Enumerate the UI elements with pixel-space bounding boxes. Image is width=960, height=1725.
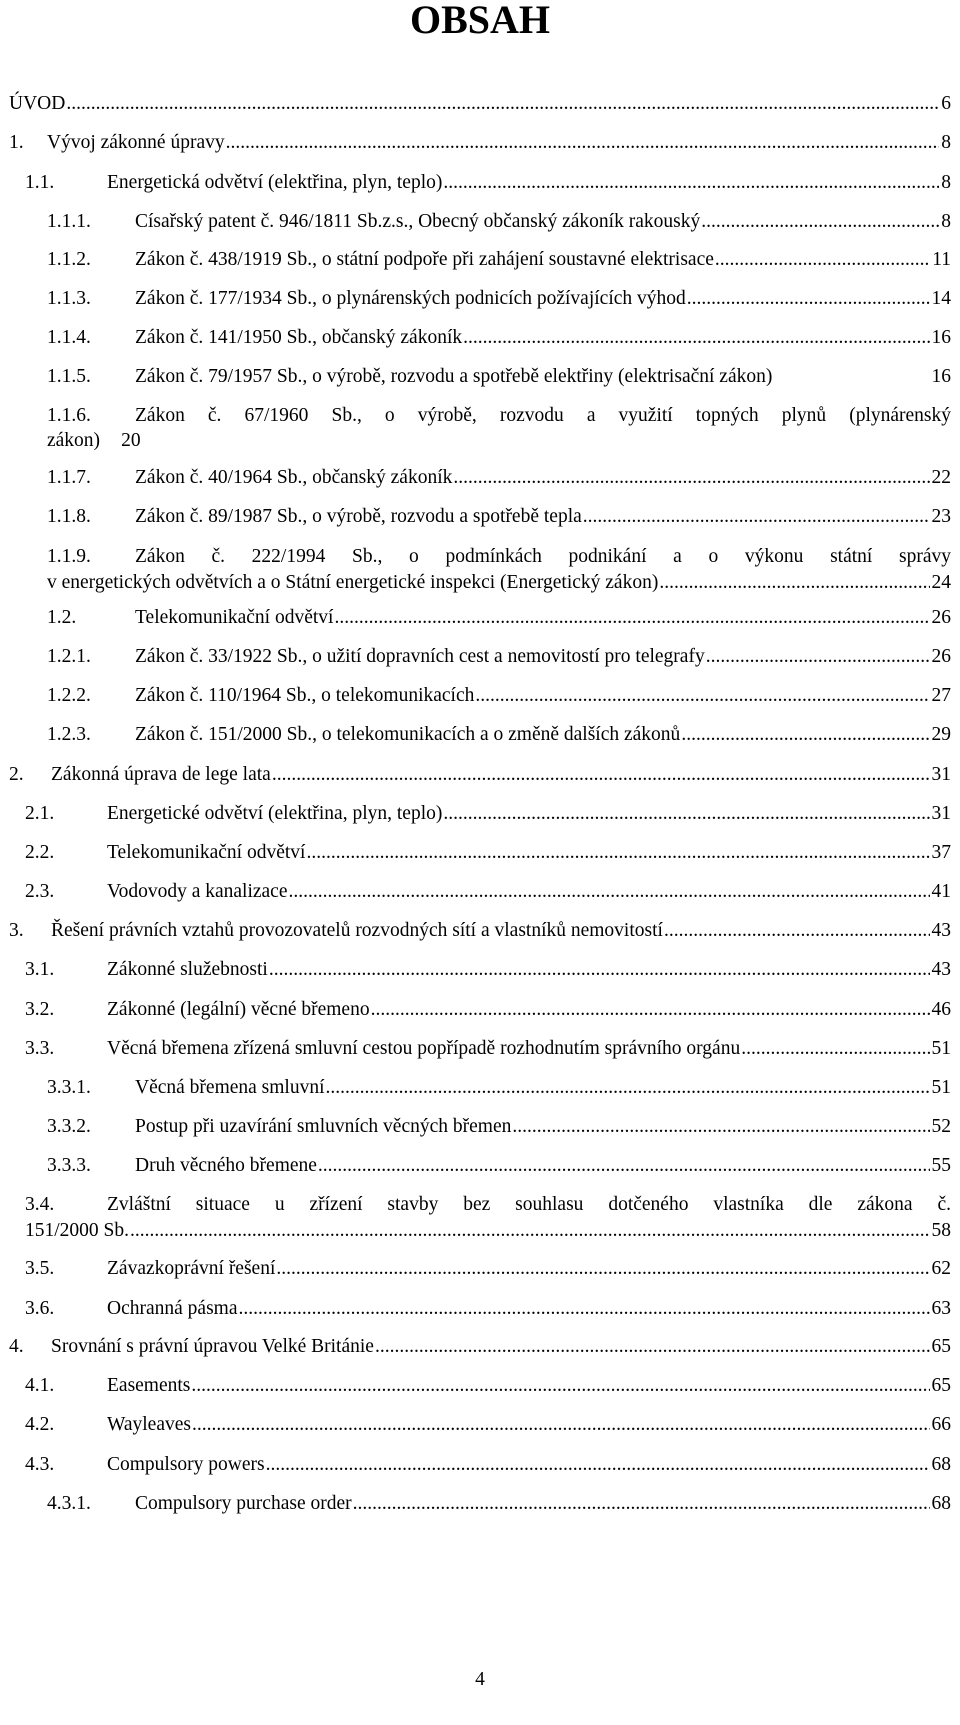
dot-leader xyxy=(269,958,930,981)
toc-entry-title: Řešení právních vztahů provozovatelů rozvodných sítí a vlastníků nemovitostí xyxy=(51,920,663,941)
toc-entry-page: 37 xyxy=(931,842,951,863)
dot-leader xyxy=(66,92,939,115)
toc-entry-number: 3. xyxy=(9,920,24,941)
toc-entry-page: 51 xyxy=(931,1077,951,1098)
toc-entry-title: Telekomunikační odvětví xyxy=(107,842,306,863)
toc-entry-number: 4.1. xyxy=(25,1375,55,1396)
toc-entry-title: Císařský patent č. 946/1811 Sb.z.s., Obecný občanský zákoník rakouský xyxy=(135,211,701,232)
toc-entry-number: 2.2. xyxy=(25,842,55,863)
toc-entry-page: 26 xyxy=(931,646,951,667)
toc-entry-number: 1. xyxy=(9,132,24,153)
toc-entry-title: Zákon č. 151/2000 Sb., o telekomunikacích a o změně dalších zákonů xyxy=(135,724,681,745)
toc-entry-number: 1.1.8. xyxy=(47,506,91,527)
toc-entry-number: 2. xyxy=(9,764,24,785)
toc-entry-page: 8 xyxy=(941,211,951,232)
toc-entry-page: 24 xyxy=(931,572,951,593)
toc-entry-number: 1.1.7. xyxy=(47,467,91,488)
toc-entry-title: Srovnání s právní úpravou Velké Británie xyxy=(51,1336,374,1357)
dot-leader xyxy=(687,287,930,310)
toc-entry-title: Wayleaves xyxy=(107,1414,191,1435)
toc-entry-page: 55 xyxy=(931,1155,951,1176)
dot-leader xyxy=(334,606,929,629)
toc-entry-number: 2.3. xyxy=(25,881,55,902)
toc-entry-number: 3.3.2. xyxy=(47,1116,91,1137)
toc-entry-title: Zákonné služebnosti xyxy=(107,959,268,980)
toc-entry-number: 1.1.1. xyxy=(47,211,91,232)
dot-leader xyxy=(475,684,929,707)
dot-leader xyxy=(326,1076,930,1099)
toc-entry-page: 43 xyxy=(931,959,951,980)
toc-entry-number: 1.1.6. xyxy=(47,405,91,426)
toc-entry-page: 11 xyxy=(932,249,951,270)
toc-entry-number: 4. xyxy=(9,1336,24,1357)
toc-entry-page: 66 xyxy=(931,1414,951,1435)
toc-entry-page: 43 xyxy=(931,920,951,941)
dot-leader xyxy=(659,571,929,594)
toc-entry-page: 41 xyxy=(931,881,951,902)
dot-leader xyxy=(583,505,930,528)
toc-entry-number: 1.1.3. xyxy=(47,288,91,309)
dot-leader xyxy=(276,1257,929,1280)
dot-leader xyxy=(512,1115,929,1138)
dot-leader xyxy=(371,998,930,1021)
toc-entry-page: 20 xyxy=(121,430,141,451)
toc-entry-title: Telekomunikační odvětví xyxy=(135,607,334,628)
toc-entry-number: 1.2.1. xyxy=(47,646,91,667)
dot-leader xyxy=(266,1453,930,1476)
toc-entry-page: 65 xyxy=(931,1336,951,1357)
dot-leader xyxy=(191,1374,929,1397)
toc-entry-number: 3.6. xyxy=(25,1298,55,1319)
dot-leader xyxy=(701,210,939,233)
toc-entry-title: Compulsory purchase order xyxy=(135,1493,352,1514)
dot-leader xyxy=(715,248,930,271)
toc-entry-number: 1.2. xyxy=(47,607,77,628)
toc-entry-page: 68 xyxy=(931,1493,951,1514)
toc-entry-number: 4.3.1. xyxy=(47,1493,91,1514)
toc-entry-title: Energetické odvětví (elektřina, plyn, teplo) xyxy=(107,803,443,824)
toc-entry-title: Vývoj zákonné úpravy xyxy=(47,132,225,153)
toc-entry-number: 1.1.9. xyxy=(47,546,91,567)
toc-entry-number: 2.1. xyxy=(25,803,55,824)
dot-leader xyxy=(443,171,939,194)
toc-entry-number: 3.3.1. xyxy=(47,1077,91,1098)
toc-entry-title-continued: 151/2000 Sb. xyxy=(25,1220,130,1241)
toc-entry-title: Energetická odvětví (elektřina, plyn, teplo) xyxy=(107,172,443,193)
dot-leader xyxy=(681,723,929,746)
toc-entry-title: Easements xyxy=(107,1375,191,1396)
toc-entry-title: Zákonné (legální) věcné břemeno xyxy=(107,999,370,1020)
toc-entry-page: 68 xyxy=(931,1454,951,1475)
dot-leader xyxy=(226,131,940,154)
toc-entry-page: 8 xyxy=(941,172,951,193)
toc-entry-number: ÚVOD xyxy=(9,93,66,114)
toc-entry-number: 3.1. xyxy=(25,959,55,980)
dot-leader xyxy=(318,1154,930,1177)
toc-entry-title: Zákon č. 141/1950 Sb., občanský zákoník xyxy=(135,327,463,348)
dot-leader xyxy=(289,880,930,903)
toc-entry-number: 3.2. xyxy=(25,999,55,1020)
page-number: 4 xyxy=(475,1669,485,1690)
page-title: OBSAH xyxy=(409,0,551,42)
dot-leader xyxy=(353,1492,930,1515)
toc-entry-page: 31 xyxy=(931,764,951,785)
toc-entry-page: 27 xyxy=(931,685,951,706)
toc-entry-page: 6 xyxy=(941,93,951,114)
toc-entry-title: Zákon č. 177/1934 Sb., o plynárenských podnicích požívajících výhod xyxy=(135,288,686,309)
toc-entry-title: Postup při uzavírání smluvních věcných břemen xyxy=(135,1116,512,1137)
toc-entry-title: Zákon č. 40/1964 Sb., občanský zákoník xyxy=(135,467,453,488)
toc-entry-title: Zákon č. 438/1919 Sb., o státní podpoře při zahájení soustavné elektrisace xyxy=(135,249,714,270)
dot-leader xyxy=(741,1037,929,1060)
dot-leader xyxy=(272,763,930,786)
toc-entry-number: 1.2.3. xyxy=(47,724,91,745)
toc-entry-title: Zákonná úprava de lege lata xyxy=(51,764,271,785)
toc-entry-page: 65 xyxy=(931,1375,951,1396)
toc-entry-page: 58 xyxy=(931,1220,951,1241)
toc-entry-title: Zákon č. 222/1994 Sb., o podmínkách podnikání a o výkonu státní správy xyxy=(135,546,951,567)
toc-entry-number: 4.2. xyxy=(25,1414,55,1435)
toc-entry-title: Zákon č. 110/1964 Sb., o telekomunikacích xyxy=(135,685,475,706)
dot-leader xyxy=(375,1335,930,1358)
toc-entry-number: 1.1.5. xyxy=(47,366,91,387)
dot-leader xyxy=(192,1413,930,1436)
toc-entry-page: 62 xyxy=(931,1258,951,1279)
toc-entry-page: 52 xyxy=(931,1116,951,1137)
toc-entry-number: 3.5. xyxy=(25,1258,55,1279)
toc-entry-number: 3.4. xyxy=(25,1194,55,1215)
toc-entry-number: 1.2.2. xyxy=(47,685,91,706)
toc-entry-number: 1.1.4. xyxy=(47,327,91,348)
toc-entry-page: 63 xyxy=(931,1298,951,1319)
toc-entry-title: Druh věcného břemene xyxy=(135,1155,317,1176)
toc-entry-title: Zákon č. 67/1960 Sb., o výrobě, rozvodu a využití topných plynů (plynárenský xyxy=(135,405,951,426)
toc-entry-number: 4.3. xyxy=(25,1454,55,1475)
dot-leader xyxy=(306,841,929,864)
dot-leader xyxy=(453,466,929,489)
dot-leader xyxy=(463,326,929,349)
toc-entry-page: 8 xyxy=(941,132,951,153)
toc-entry-number: 3.3. xyxy=(25,1038,55,1059)
toc-entry-title: Závazkoprávní řešení xyxy=(107,1258,276,1279)
toc-entry-title: Zvláštní situace u zřízení stavby bez souhlasu dotčeného vlastníka dle zákona č. xyxy=(107,1194,951,1215)
toc-entry-title: Compulsory powers xyxy=(107,1454,265,1475)
dot-leader xyxy=(443,802,929,825)
toc-entry-title-continued: zákon) xyxy=(47,430,101,451)
toc-entry-title: Ochranná pásma xyxy=(107,1298,238,1319)
toc-entry-page: 26 xyxy=(931,607,951,628)
toc-entry-page: 31 xyxy=(931,803,951,824)
dot-leader xyxy=(664,919,930,942)
toc-entry-number: 1.1. xyxy=(25,172,55,193)
toc-entry-number: 3.3.3. xyxy=(47,1155,91,1176)
toc-entry-page: 16 xyxy=(931,327,951,348)
toc-entry-title: Zákon č. 79/1957 Sb., o výrobě, rozvodu a spotřebě elektřiny (elektrisační zákon) xyxy=(135,366,773,387)
toc-entry-title: Vodovody a kanalizace xyxy=(107,881,288,902)
toc-entry-title: Věcná břemena zřízená smluvní cestou popřípadě rozhodnutím správního orgánu xyxy=(107,1038,741,1059)
toc-entry-page: 51 xyxy=(931,1038,951,1059)
toc-entry-title: Věcná břemena smluvní xyxy=(135,1077,325,1098)
toc-entry-page: 29 xyxy=(931,724,951,745)
toc-entry-title: Zákon č. 89/1987 Sb., o výrobě, rozvodu a spotřebě tepla xyxy=(135,506,582,527)
dot-leader xyxy=(130,1219,929,1242)
dot-leader xyxy=(238,1297,929,1320)
toc-entry-page: 14 xyxy=(931,288,951,309)
toc-entry-page: 46 xyxy=(931,999,951,1020)
toc-entry-page: 16 xyxy=(931,366,951,387)
toc-entry-page: 23 xyxy=(931,506,951,527)
toc-entry-title-continued: v energetických odvětvích a o Státní energetické inspekci (Energetický zákon) xyxy=(47,572,659,593)
toc-entry-page: 22 xyxy=(931,467,951,488)
dot-leader xyxy=(706,645,930,668)
toc-entry-number: 1.1.2. xyxy=(47,249,91,270)
toc-entry-title: Zákon č. 33/1922 Sb., o užití dopravních cest a nemovitostí pro telegrafy xyxy=(135,646,705,667)
